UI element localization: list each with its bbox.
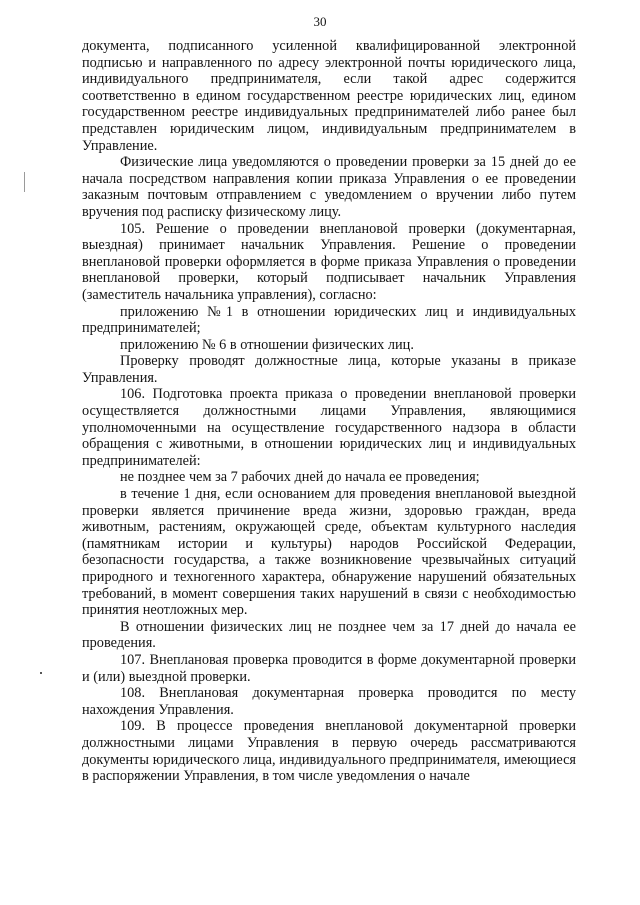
paragraph-item-109: 109. В процессе проведения внеплановой документарной проверки должностными лицами Управления в первую очередь рассматриваются документы юридического лица, индивидуального предпринимателя, имеющиеся в распоряжении Управления, в том числе уведомления о начале: [82, 718, 576, 785]
margin-mark: [24, 172, 25, 192]
paragraph-item-108: 108. Внеплановая документарная проверка проводится по месту нахождения Управления.: [82, 685, 576, 718]
paragraph: в течение 1 дня, если основанием для проведения внеплановой выездной проверки является причинение вреда жизни, здоровью граждан, вреда животным, растениям, окружающей среде, объектам культурного наследия (памятникам истории и культуры) народов Российской Федерации, безопасности государства, а также возникновение чрезвычайных ситуаций природного и техногенного характера, обнаружение нарушений обязательных требований, в момент совершения таких нарушений в связи с необходимостью принятия неотложных мер.: [82, 486, 576, 619]
page-number: 30: [313, 14, 327, 29]
document-body: [82, 38, 576, 785]
margin-dot: [40, 672, 42, 674]
paragraph-item-107: 107. Внеплановая проверка проводится в форме документарной проверки и (или) выездной проверки.: [82, 651, 576, 685]
paragraph: Проверку проводят должностные лица, которые указаны в приказе Управления.: [82, 353, 576, 386]
paragraph: приложению № 6 в отношении физических лиц.: [120, 336, 414, 353]
paragraph-continuation: документа, подписанного усиленной квалифицированной электронной подписью и направленного по адресу электронной почты юридического лица, индивидуального предпринимателя, если такой адрес содержится соответственно в едином государственном реестре юридических лиц, едином государственном реестре индивидуальных предпринимателей либо ранее был представлен юридическим лицом, индивидуальным предпринимателем в Управление.: [82, 38, 576, 154]
paragraph: приложению №1 в отношении юридических лиц и индивидуальных предпринимателей;: [82, 303, 576, 337]
paragraph: Физические лица уведомляются о проведении проверки за 15 дней до ее начала посредством направления копии приказа Управления о ее проведении заказным почтовым отправлением с уведомлением о вручении либо путем вручения под расписку физическому лицу.: [82, 154, 576, 220]
paragraph: не позднее чем за 7 рабочих дней до начала ее проведения;: [120, 469, 480, 486]
paragraph: В отношении физических лиц не позднее чем за 17 дней до начала ее проведения.: [82, 618, 576, 652]
paragraph-item-106: 106. Подготовка проекта приказа о проведении внеплановой проверки осуществляется должностными лицами Управления, являющимися уполномоченными на осуществление государственного надзора в области обращения с животными, в отношении юридических лиц и индивидуальных предпринимателей:: [82, 386, 576, 469]
paragraph-item-105: 105. Решение о проведении внеплановой проверки (документарная, выездная) принимает начальник Управления. Решение о проведении внеплановой проверки оформляется в форме приказа Управления о проведении внеплановой проверки, который подписывает начальник Управления (заместитель начальника управления), согласно:: [82, 220, 576, 303]
